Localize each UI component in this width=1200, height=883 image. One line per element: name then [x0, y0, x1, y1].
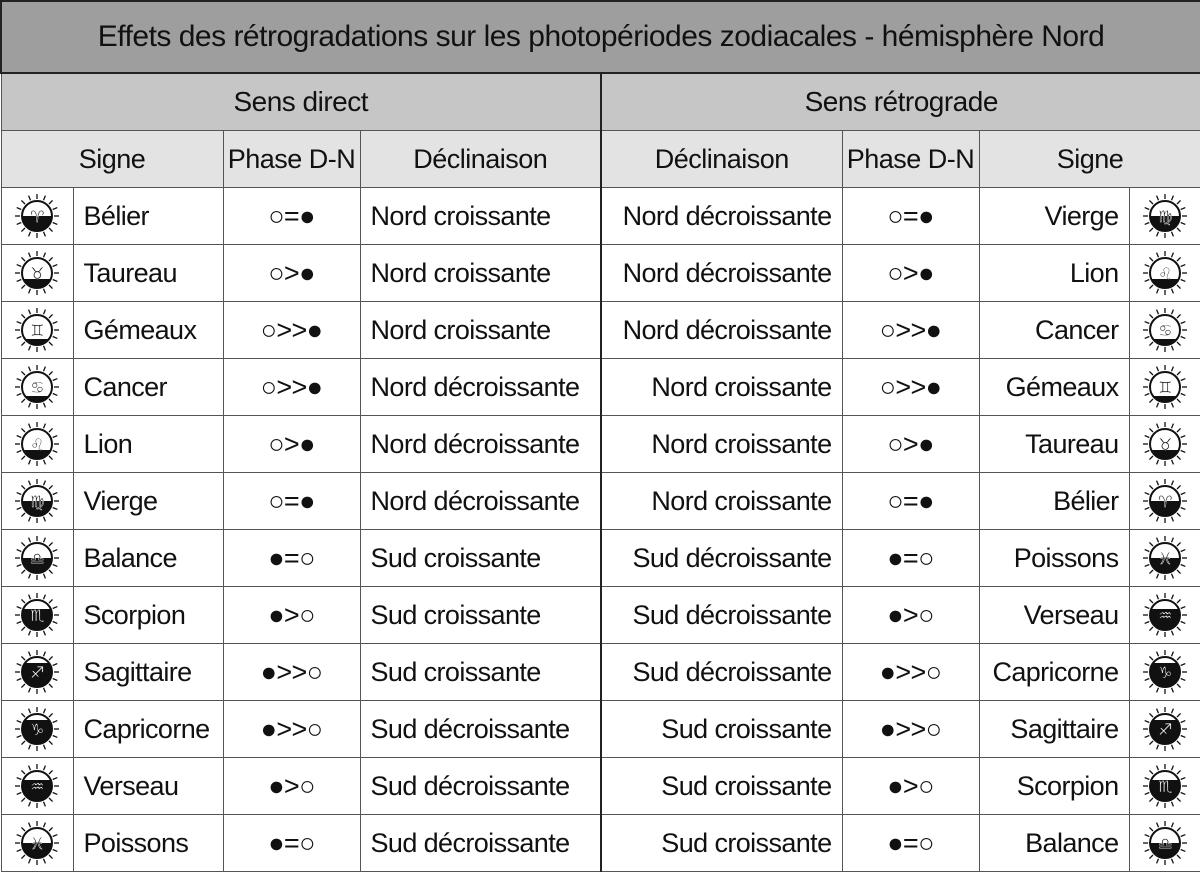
- retrograde-sign-name: Gémeaux: [979, 359, 1129, 416]
- retrograde-sign-icon-cell: [1129, 188, 1200, 245]
- gemini-icon: [12, 305, 62, 355]
- aries-icon: [12, 191, 62, 241]
- taurus-icon: [12, 248, 62, 298]
- retrograde-sign-name: Vierge: [979, 188, 1129, 245]
- direct-declination: Nord croissante: [360, 245, 601, 302]
- direct-declination: Nord croissante: [360, 302, 601, 359]
- svg-text:♉: ♉: [30, 264, 44, 283]
- retrograde-sign-icon-cell: [1129, 587, 1200, 644]
- direct-declination: Nord décroissante: [360, 473, 601, 530]
- table-row: [1, 815, 1200, 872]
- retrograde-sign-name: Taureau: [979, 416, 1129, 473]
- direct-sign-name: Vierge: [73, 473, 223, 530]
- retrograde-declination: Sud croissante: [601, 815, 842, 872]
- svg-text:♐: ♐: [1158, 720, 1172, 739]
- retrograde-sign-icon-cell: [1129, 530, 1200, 587]
- retrograde-declination: Nord décroissante: [601, 302, 842, 359]
- svg-text:♍: ♍: [1158, 207, 1172, 226]
- table-row: [1, 644, 1200, 701]
- direct-sign-name: Verseau: [73, 758, 223, 815]
- direct-phase: ●>○: [223, 758, 360, 815]
- svg-text:♌: ♌: [30, 435, 44, 454]
- direct-declination: Nord décroissante: [360, 359, 601, 416]
- direct-sign-icon-cell: [1, 530, 73, 587]
- table-row: [1, 587, 1200, 644]
- table-row: [1, 188, 1200, 245]
- direct-sign-icon-cell: [1, 587, 73, 644]
- direct-phase: ○>●: [223, 245, 360, 302]
- direct-declination: Sud croissante: [360, 587, 601, 644]
- retrograde-sign-icon-cell: [1129, 758, 1200, 815]
- retrograde-declination: Sud décroissante: [601, 530, 842, 587]
- retrograde-declination: Sud croissante: [601, 758, 842, 815]
- direct-sign-icon-cell: [1, 644, 73, 701]
- svg-text:♍: ♍: [30, 492, 44, 511]
- retrograde-declination: Sud croissante: [601, 701, 842, 758]
- retrograde-sign-icon-cell: [1129, 302, 1200, 359]
- retrograde-sign-icon-cell: [1129, 416, 1200, 473]
- retrograde-declination-column-header: Déclinaison: [601, 131, 842, 188]
- aries-icon: [1140, 476, 1190, 526]
- direct-declination-column-header: Déclinaison: [360, 131, 601, 188]
- section-direct-header: Sens direct: [1, 73, 601, 131]
- retrograde-sign-name: Capricorne: [979, 644, 1129, 701]
- direct-sign-icon-cell: [1, 758, 73, 815]
- direct-sign-column-header: Signe: [1, 131, 223, 188]
- svg-text:♓: ♓: [30, 834, 44, 853]
- table-row: [1, 473, 1200, 530]
- direct-sign-icon-cell: [1, 416, 73, 473]
- capricorn-icon: [12, 704, 62, 754]
- direct-sign-name: Balance: [73, 530, 223, 587]
- retrograde-phase: ●=○: [842, 530, 979, 587]
- direct-sign-icon-cell: [1, 701, 73, 758]
- retrograde-sign-name: Scorpion: [979, 758, 1129, 815]
- direct-sign-icon-cell: [1, 359, 73, 416]
- retrograde-declination: Nord décroissante: [601, 245, 842, 302]
- taurus-icon: [1140, 419, 1190, 469]
- retrograde-sign-name: Sagittaire: [979, 701, 1129, 758]
- direct-phase-column-header: Phase D-N: [223, 131, 360, 188]
- svg-text:♈: ♈: [30, 207, 44, 226]
- pisces-icon: [12, 818, 62, 868]
- retrograde-sign-name: Poissons: [979, 530, 1129, 587]
- table-row: [1, 359, 1200, 416]
- retrograde-declination: Nord croissante: [601, 416, 842, 473]
- scorpio-icon: [1140, 761, 1190, 811]
- direct-sign-name: Cancer: [73, 359, 223, 416]
- direct-phase: ○>>●: [223, 359, 360, 416]
- pisces-icon: [1140, 533, 1190, 583]
- svg-text:♑: ♑: [30, 720, 44, 739]
- retrograde-phase: ○>>●: [842, 359, 979, 416]
- retrograde-sign-name: Cancer: [979, 302, 1129, 359]
- svg-text:♊: ♊: [30, 321, 44, 340]
- svg-text:♌: ♌: [1158, 264, 1172, 283]
- libra-icon: [1140, 818, 1190, 868]
- retrograde-phase: ●>○: [842, 587, 979, 644]
- direct-phase: ○>>●: [223, 302, 360, 359]
- retrograde-phase: ●>>○: [842, 701, 979, 758]
- sagittarius-icon: [12, 647, 62, 697]
- direct-declination: Sud décroissante: [360, 815, 601, 872]
- direct-sign-name: Scorpion: [73, 587, 223, 644]
- retrograde-sign-icon-cell: [1129, 473, 1200, 530]
- svg-text:♑: ♑: [1158, 663, 1172, 682]
- direct-sign-name: Taureau: [73, 245, 223, 302]
- retrograde-phase: ●=○: [842, 815, 979, 872]
- svg-text:♓: ♓: [1158, 549, 1172, 568]
- capricorn-icon: [1140, 647, 1190, 697]
- retrograde-sign-icon-cell: [1129, 245, 1200, 302]
- libra-icon: [12, 533, 62, 583]
- svg-text:♉: ♉: [1158, 435, 1172, 454]
- table-body: [1, 188, 1200, 872]
- direct-phase: ●>○: [223, 587, 360, 644]
- direct-phase: ●=○: [223, 815, 360, 872]
- table-row: [1, 758, 1200, 815]
- svg-text:♋: ♋: [1158, 321, 1172, 340]
- direct-phase: ●>>○: [223, 701, 360, 758]
- retrograde-sign-name: Verseau: [979, 587, 1129, 644]
- retrograde-phase: ○>●: [842, 416, 979, 473]
- cancer-icon: [12, 362, 62, 412]
- table-row: [1, 302, 1200, 359]
- retrograde-phase-column-header: Phase D-N: [842, 131, 979, 188]
- direct-declination: Nord croissante: [360, 188, 601, 245]
- table-row: [1, 416, 1200, 473]
- direct-declination: Sud croissante: [360, 530, 601, 587]
- svg-text:♋: ♋: [30, 378, 44, 397]
- cancer-icon: [1140, 305, 1190, 355]
- direct-sign-name: Sagittaire: [73, 644, 223, 701]
- svg-text:♒: ♒: [1158, 606, 1172, 625]
- retrograde-declination: Nord croissante: [601, 359, 842, 416]
- direct-sign-name: Lion: [73, 416, 223, 473]
- retrograde-sign-icon-cell: [1129, 644, 1200, 701]
- svg-text:♎: ♎: [30, 549, 44, 568]
- direct-sign-icon-cell: [1, 473, 73, 530]
- leo-icon: [1140, 248, 1190, 298]
- retrograde-sign-column-header: Signe: [979, 131, 1200, 188]
- svg-text:♎: ♎: [1158, 834, 1172, 853]
- svg-text:♒: ♒: [30, 777, 44, 796]
- retrograde-sign-name: Lion: [979, 245, 1129, 302]
- retrograde-declination: Sud décroissante: [601, 644, 842, 701]
- retrograde-phase: ○=●: [842, 188, 979, 245]
- retrograde-phase: ●>○: [842, 758, 979, 815]
- direct-phase: ●=○: [223, 530, 360, 587]
- retrograde-phase: ○=●: [842, 473, 979, 530]
- direct-phase: ○>●: [223, 416, 360, 473]
- direct-sign-icon-cell: [1, 815, 73, 872]
- retrograde-sign-icon-cell: [1129, 359, 1200, 416]
- retrograde-phase: ●>>○: [842, 644, 979, 701]
- direct-sign-name: Gémeaux: [73, 302, 223, 359]
- aquarius-icon: [12, 761, 62, 811]
- table-row: [1, 530, 1200, 587]
- direct-declination: Sud décroissante: [360, 758, 601, 815]
- table-title: Effets des rétrogradations sur les photopériodes zodiacales - hémisphère Nord: [1, 1, 1200, 73]
- retrograde-declination: Sud décroissante: [601, 587, 842, 644]
- leo-icon: [12, 419, 62, 469]
- retrograde-declination: Nord croissante: [601, 473, 842, 530]
- sagittarius-icon: [1140, 704, 1190, 754]
- aquarius-icon: [1140, 590, 1190, 640]
- retrograde-declination: Nord décroissante: [601, 188, 842, 245]
- direct-sign-icon-cell: [1, 188, 73, 245]
- virgo-icon: [1140, 191, 1190, 241]
- table-row: [1, 245, 1200, 302]
- section-retrograde-header: Sens rétrograde: [601, 73, 1200, 131]
- retrograde-sign-icon-cell: [1129, 701, 1200, 758]
- svg-text:♏: ♏: [30, 606, 44, 625]
- direct-phase: ○=●: [223, 473, 360, 530]
- svg-text:♐: ♐: [30, 663, 44, 682]
- svg-text:♈: ♈: [1158, 492, 1172, 511]
- svg-text:♏: ♏: [1158, 777, 1172, 796]
- direct-phase: ○=●: [223, 188, 360, 245]
- direct-sign-name: Bélier: [73, 188, 223, 245]
- direct-declination: Sud décroissante: [360, 701, 601, 758]
- gemini-icon: [1140, 362, 1190, 412]
- retrograde-sign-icon-cell: [1129, 815, 1200, 872]
- direct-sign-name: Capricorne: [73, 701, 223, 758]
- direct-sign-icon-cell: [1, 245, 73, 302]
- direct-sign-icon-cell: [1, 302, 73, 359]
- direct-declination: Nord décroissante: [360, 416, 601, 473]
- retrograde-phase: ○>>●: [842, 302, 979, 359]
- direct-phase: ●>>○: [223, 644, 360, 701]
- table-row: [1, 701, 1200, 758]
- direct-sign-name: Poissons: [73, 815, 223, 872]
- virgo-icon: [12, 476, 62, 526]
- retrograde-sign-name: Bélier: [979, 473, 1129, 530]
- retrograde-phase: ○>●: [842, 245, 979, 302]
- retrograde-sign-name: Balance: [979, 815, 1129, 872]
- svg-text:♊: ♊: [1158, 378, 1172, 397]
- direct-declination: Sud croissante: [360, 644, 601, 701]
- scorpio-icon: [12, 590, 62, 640]
